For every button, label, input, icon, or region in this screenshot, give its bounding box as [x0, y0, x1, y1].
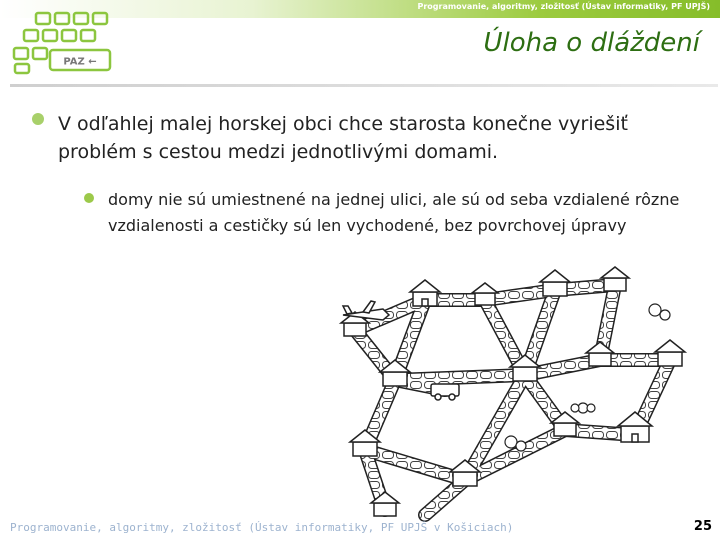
- sub-bullet-dot-icon: [84, 193, 94, 203]
- sub-bullet-text: domy nie sú umiestnené na jednej ulici, ale sú od seba vzdialené rôzne vzdialenosti a cestičky sú len vychodené, bez povrchovej úpravy: [108, 190, 680, 235]
- main-bullet-text: V odľahlej malej horskej obci chce starosta konečne vyriešiť problém s cestou medzi jednotlivými domami.: [58, 113, 628, 163]
- slide-title: Úloha o dláždení: [483, 28, 700, 58]
- paz-logo: [12, 10, 116, 76]
- footer-text: Programovanie, algoritmy, zložitosť (Ústav informatiky, PF UPJŠ v Košiciach): [10, 521, 514, 534]
- title-divider: [10, 84, 718, 87]
- svg-text:PAZ ←: PAZ ←: [63, 56, 97, 68]
- bullet-dot-icon: [32, 113, 44, 125]
- village-map-illustration: [325, 260, 720, 528]
- page-number: 25: [693, 519, 712, 534]
- course-banner-text: Programovanie, algoritmy, zložitosť (Ústav informatiky, PF UPJŠ): [417, 2, 710, 11]
